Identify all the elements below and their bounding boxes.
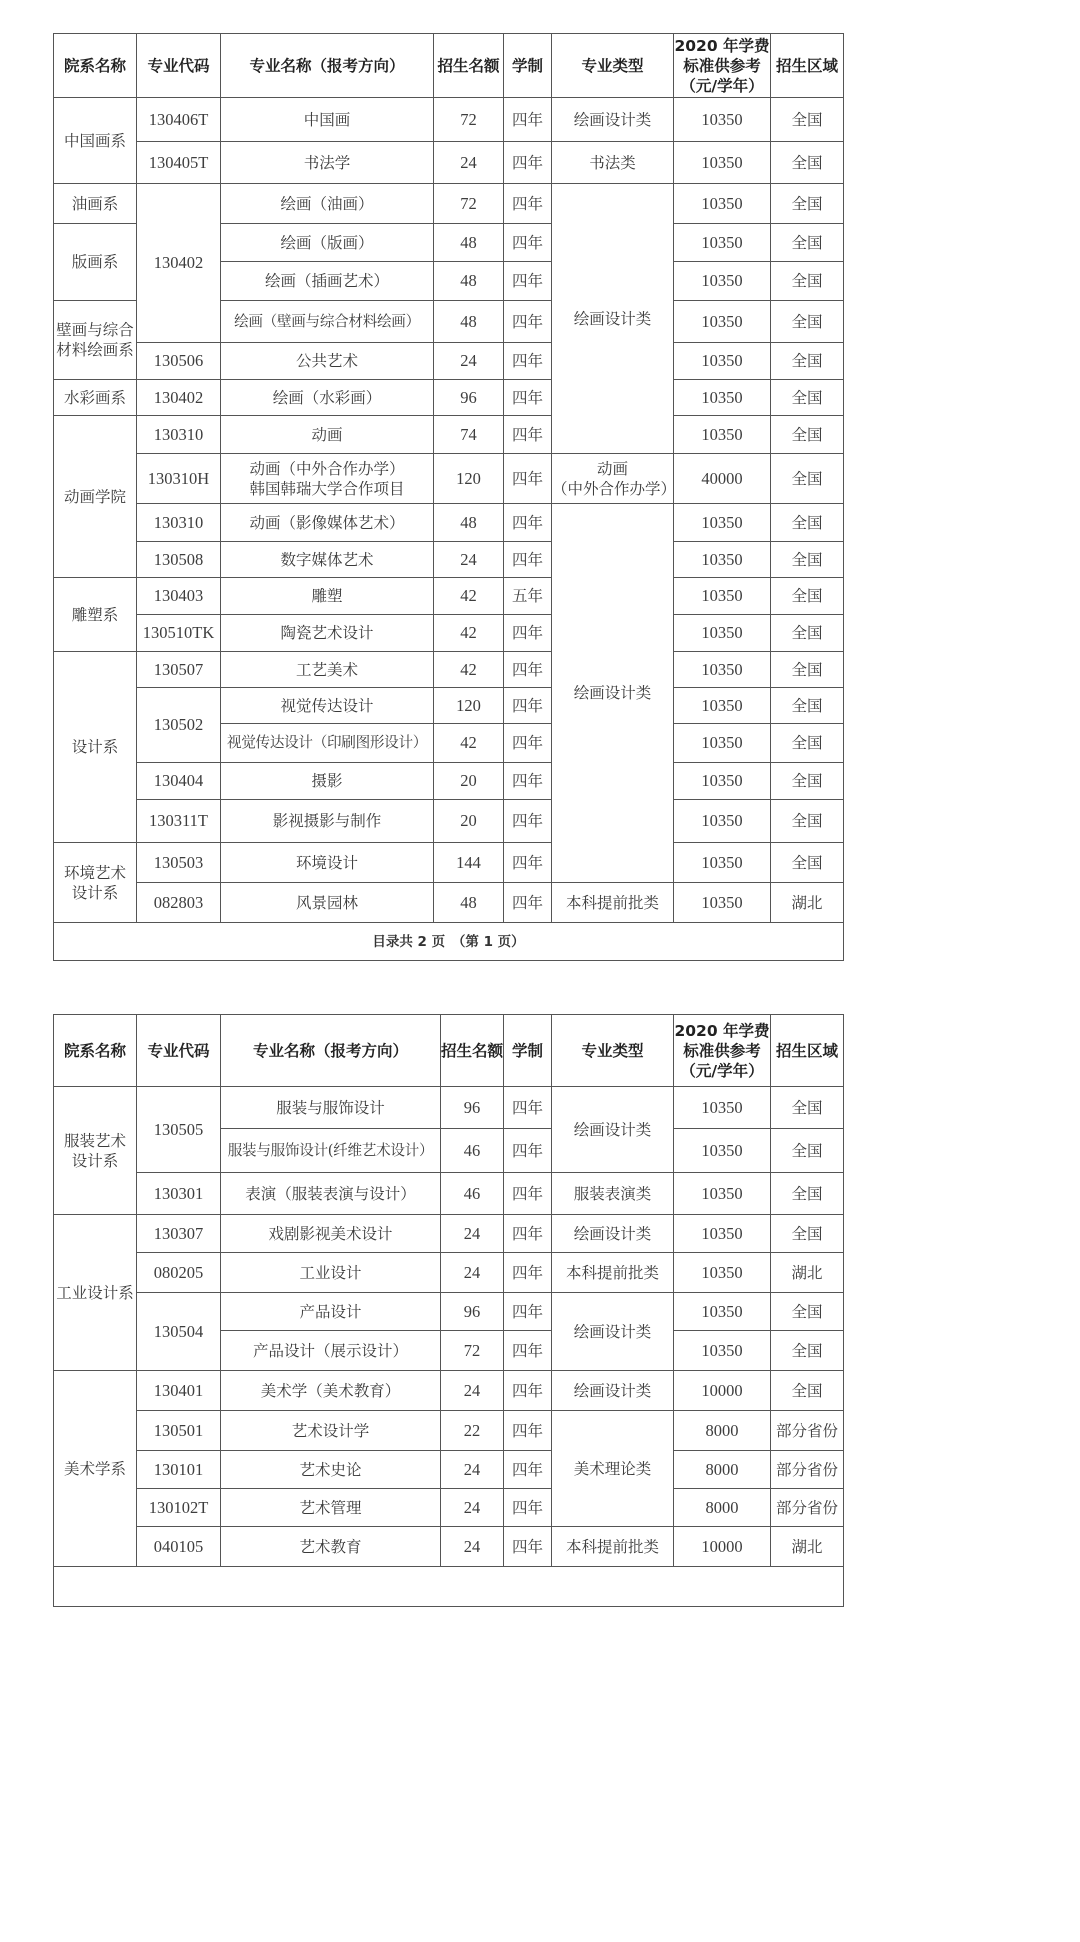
years-cell: 四年 [504,504,552,542]
table-row [54,688,844,724]
years-cell: 四年 [504,98,552,142]
major-cell: 艺术史论 [221,1451,441,1489]
fee-cell: 8000 [674,1451,771,1489]
code-cell: 130508 [137,542,221,578]
years-cell: 四年 [504,800,552,843]
type-line1: 动画 [596,459,628,478]
table-row [54,652,844,688]
dept-line2: 设计系 [71,883,119,902]
major-cell: 戏剧影视美术设计 [221,1215,441,1253]
fee-cell: 10350 [674,1087,771,1129]
major-cell: 艺术设计学 [221,1411,441,1451]
years-cell: 四年 [504,883,552,923]
code-cell: 130406T [137,98,221,142]
quota-cell: 42 [434,615,504,652]
footer-row [54,923,844,961]
fee-cell: 10350 [674,1253,771,1293]
major-cell: 动画 [221,416,434,454]
quota-cell: 24 [441,1371,504,1411]
fee-cell: 10350 [674,262,771,301]
years-cell: 四年 [504,1371,552,1411]
years-cell: 四年 [504,1451,552,1489]
region-cell: 全国 [771,615,844,652]
table-row [54,184,844,224]
fee-cell: 10000 [674,1371,771,1411]
years-cell: 四年 [504,301,552,343]
quota-cell: 48 [434,224,504,262]
quota-cell: 24 [441,1253,504,1293]
page-indicator: 目录共 2 页 （第 1 页） [54,923,844,961]
header-dept: 院系名称 [54,34,137,98]
quota-cell: 120 [434,688,504,724]
fee-cell: 10350 [674,380,771,416]
code-cell: 082803 [137,883,221,923]
table-row [54,1371,844,1411]
quota-cell: 96 [434,380,504,416]
dept-cell: 水彩画系 [54,380,137,416]
quota-cell: 48 [434,262,504,301]
code-cell: 130307 [137,1215,221,1253]
major-cell: 影视摄影与制作 [221,800,434,843]
quota-cell: 24 [441,1527,504,1567]
fee-cell: 10350 [674,578,771,615]
table-row [54,615,844,652]
dept-cell: 动画学院 [54,416,137,578]
quota-cell: 24 [434,142,504,184]
type-cell: 服装表演类 [552,1173,674,1215]
major-cell: 公共艺术 [221,343,434,380]
major-cell [221,454,434,504]
dept-cell: 雕塑系 [54,578,137,652]
code-cell: 130310 [137,504,221,542]
fee-cell: 10350 [674,1293,771,1331]
code-cell: 130402 [137,380,221,416]
region-cell: 全国 [771,1293,844,1331]
header-row [54,34,844,98]
header-fee-line1: 2020 年学费 [674,36,770,55]
region-cell: 湖北 [771,1253,844,1293]
region-cell: 部分省份 [771,1489,844,1527]
type-cell: 绘画设计类 [552,1371,674,1411]
code-cell: 130506 [137,343,221,380]
major-cell: 环境设计 [221,843,434,883]
quota-cell: 46 [441,1173,504,1215]
table-row [54,416,844,454]
major-cell: 产品设计（展示设计） [221,1331,441,1371]
code-cell: 130504 [137,1293,221,1371]
years-cell: 四年 [504,224,552,262]
code-cell: 130311T [137,800,221,843]
years-cell: 四年 [504,1215,552,1253]
quota-cell: 96 [441,1293,504,1331]
region-cell: 全国 [771,1331,844,1371]
years-cell: 四年 [504,343,552,380]
table-row [54,542,844,578]
code-cell: 130503 [137,843,221,883]
code-cell: 130507 [137,652,221,688]
dept-cell [54,301,137,380]
years-cell: 四年 [504,184,552,224]
region-cell: 全国 [771,1371,844,1411]
type-cell: 绘画设计类 [552,1087,674,1173]
major-cell: 服装与服饰设计 [221,1087,441,1129]
code-cell: 130101 [137,1451,221,1489]
years-cell: 四年 [504,380,552,416]
type-cell: 美术理论类 [552,1411,674,1527]
dept-cell: 工业设计系 [54,1215,137,1371]
years-cell: 四年 [504,763,552,800]
years-cell: 五年 [504,578,552,615]
region-cell: 全国 [771,1087,844,1129]
region-cell: 部分省份 [771,1411,844,1451]
major-cell: 服装与服饰设计(纤维艺术设计） [221,1129,441,1173]
dept-line2: 设计系 [71,1151,119,1170]
dept-cell [54,1087,137,1215]
quota-cell: 48 [434,301,504,343]
years-cell: 四年 [504,1489,552,1527]
quota-cell: 46 [441,1129,504,1173]
major-cell: 工艺美术 [221,652,434,688]
dept-cell: 版画系 [54,224,137,301]
fee-cell: 10350 [674,504,771,542]
region-cell: 全国 [771,416,844,454]
region-cell: 全国 [771,843,844,883]
major-cell: 视觉传达设计 [221,688,434,724]
code-cell: 130310H [137,454,221,504]
code-cell: 130404 [137,763,221,800]
quota-cell: 74 [434,416,504,454]
header-fee [674,34,771,98]
quota-cell: 48 [434,504,504,542]
table-row [54,1087,844,1129]
type-cell [552,454,677,504]
header-region: 招生区域 [771,1015,844,1087]
major-cell: 绘画（壁画与综合材料绘画） [221,301,434,343]
major-cell: 产品设计 [221,1293,441,1331]
major-cell: 中国画 [221,98,434,142]
fee-cell: 10350 [674,883,771,923]
quota-cell: 72 [441,1331,504,1371]
fee-cell: 10350 [674,652,771,688]
dept-cell: 中国画系 [54,98,137,184]
years-cell: 四年 [504,1331,552,1371]
header-region: 招生区域 [771,34,844,98]
table-row [54,1173,844,1215]
table-row [54,578,844,615]
fee-cell: 10350 [674,1331,771,1371]
quota-cell: 42 [434,724,504,763]
region-cell: 全国 [771,184,844,224]
table-row [54,343,844,380]
region-cell: 全国 [771,724,844,763]
type-cell: 绘画设计类 [552,98,674,142]
type-cell: 本科提前批类 [552,1527,674,1567]
major-cell: 摄影 [221,763,434,800]
major-cell: 视觉传达设计（印刷图形设计） [221,724,434,763]
region-cell: 湖北 [771,1527,844,1567]
code-cell: 130403 [137,578,221,615]
type-cell: 书法类 [552,142,674,184]
fee-cell: 10350 [674,843,771,883]
major-cell: 陶瓷艺术设计 [221,615,434,652]
fee-cell: 10350 [674,343,771,380]
years-cell: 四年 [504,1173,552,1215]
region-cell: 全国 [771,652,844,688]
header-fee [674,1015,771,1087]
fee-cell: 10000 [674,1527,771,1567]
table-row [54,1253,844,1293]
quota-cell: 24 [441,1451,504,1489]
major-cell: 绘画（版画） [221,224,434,262]
years-cell: 四年 [504,142,552,184]
table-row [54,1411,844,1451]
fee-cell: 10350 [674,1129,771,1173]
fee-cell: 10350 [674,800,771,843]
table-row [54,380,844,416]
years-cell: 四年 [504,1527,552,1567]
years-cell: 四年 [504,1293,552,1331]
quota-cell: 20 [434,800,504,843]
code-cell: 130402 [137,184,221,343]
dept-cell: 美术学系 [54,1371,137,1567]
enrollment-table-page-2 [53,1014,844,1607]
quota-cell: 24 [434,343,504,380]
quota-cell: 42 [434,652,504,688]
quota-cell: 48 [434,883,504,923]
code-cell: 040105 [137,1527,221,1567]
table-row [54,142,844,184]
quota-cell: 24 [441,1215,504,1253]
region-cell: 全国 [771,343,844,380]
years-cell: 四年 [504,652,552,688]
major-line2: 韩国韩瑞大学合作项目 [249,479,405,498]
major-cell: 艺术管理 [221,1489,441,1527]
region-cell: 全国 [771,688,844,724]
major-cell: 美术学（美术教育） [221,1371,441,1411]
region-cell: 全国 [771,542,844,578]
major-cell: 绘画（插画艺术） [221,262,434,301]
fee-cell: 10350 [674,1215,771,1253]
years-cell: 四年 [504,1253,552,1293]
major-line1: 动画（中外合作办学） [249,459,405,478]
major-cell: 动画（影像媒体艺术） [221,504,434,542]
region-cell: 全国 [771,454,844,504]
table-row [54,883,844,923]
fee-cell: 10350 [674,724,771,763]
fee-cell: 10350 [674,142,771,184]
quota-cell: 120 [434,454,504,504]
fee-cell: 10350 [674,184,771,224]
quota-cell: 72 [434,98,504,142]
code-cell: 130502 [137,688,221,763]
header-years: 学制 [504,1015,552,1087]
header-type: 专业类型 [552,1015,674,1087]
region-cell: 全国 [771,380,844,416]
type-cell: 绘画设计类 [552,504,674,883]
header-code: 专业代码 [137,34,221,98]
code-cell: 130405T [137,142,221,184]
code-cell: 130501 [137,1411,221,1451]
fee-cell: 40000 [674,454,771,504]
quota-cell: 72 [434,184,504,224]
table-row [54,1215,844,1253]
code-cell: 130401 [137,1371,221,1411]
header-quota: 招生名额 [434,34,504,98]
table-row-cutoff [54,1567,844,1607]
header-fee-line2: 标准供参考 [683,1041,761,1060]
quota-cell: 96 [441,1087,504,1129]
region-cell: 部分省份 [771,1451,844,1489]
fee-cell: 10350 [674,763,771,800]
table-row [54,843,844,883]
code-cell: 130505 [137,1087,221,1173]
region-cell: 湖北 [771,883,844,923]
header-name: 专业名称（报考方向） [221,1015,441,1087]
years-cell: 四年 [504,724,552,763]
region-cell: 全国 [771,763,844,800]
table-row [54,763,844,800]
years-cell: 四年 [504,1129,552,1173]
region-cell: 全国 [771,800,844,843]
empty-cell [54,1567,844,1607]
major-cell: 表演（服装表演与设计） [221,1173,441,1215]
region-cell: 全国 [771,301,844,343]
fee-cell: 10350 [674,1173,771,1215]
table-row [54,454,844,504]
table-row [54,98,844,142]
years-cell: 四年 [504,416,552,454]
region-cell: 全国 [771,1215,844,1253]
major-cell: 绘画（油画） [221,184,434,224]
fee-cell: 10350 [674,98,771,142]
table-row [54,800,844,843]
header-quota: 招生名额 [441,1015,504,1087]
header-row [54,1015,844,1087]
table-row [54,504,844,542]
major-cell: 数字媒体艺术 [221,542,434,578]
region-cell: 全国 [771,98,844,142]
quota-cell: 144 [434,843,504,883]
table-row [54,1527,844,1567]
region-cell: 全国 [771,262,844,301]
years-cell: 四年 [504,262,552,301]
years-cell: 四年 [504,1411,552,1451]
header-years: 学制 [504,34,552,98]
enrollment-table-page-1 [53,33,844,961]
region-cell: 全国 [771,1173,844,1215]
quota-cell: 20 [434,763,504,800]
years-cell: 四年 [504,688,552,724]
dept-cell: 油画系 [54,184,137,224]
fee-cell: 10350 [674,688,771,724]
dept-line1: 环境艺术 [63,863,126,882]
region-cell: 全国 [771,142,844,184]
fee-cell: 10350 [674,301,771,343]
years-cell: 四年 [504,454,552,504]
table-row [54,1489,844,1527]
fee-cell: 8000 [674,1411,771,1451]
code-cell: 130102T [137,1489,221,1527]
fee-cell: 8000 [674,1489,771,1527]
header-fee-line2: 标准供参考 [683,56,761,75]
major-cell: 雕塑 [221,578,434,615]
header-name: 专业名称（报考方向） [221,34,434,98]
quota-cell: 42 [434,578,504,615]
code-cell: 080205 [137,1253,221,1293]
header-fee-line3: （元/学年） [680,76,764,95]
major-cell: 书法学 [221,142,434,184]
years-cell: 四年 [504,542,552,578]
type-cell: 本科提前批类 [552,1253,674,1293]
type-cell: 本科提前批类 [552,883,674,923]
type-line2: （中外合作办学） [552,479,677,498]
quota-cell: 22 [441,1411,504,1451]
table-row [54,1293,844,1331]
region-cell: 全国 [771,1129,844,1173]
code-cell: 130301 [137,1173,221,1215]
region-cell: 全国 [771,504,844,542]
type-cell: 绘画设计类 [552,1215,674,1253]
region-cell: 全国 [771,224,844,262]
dept-line1: 壁画与综合 [56,321,134,339]
major-cell: 风景园林 [221,883,434,923]
dept-line2: 材料绘画系 [56,341,134,359]
code-cell: 130310 [137,416,221,454]
major-cell: 工业设计 [221,1253,441,1293]
fee-cell: 10350 [674,416,771,454]
major-cell: 艺术教育 [221,1527,441,1567]
header-type: 专业类型 [552,34,674,98]
fee-cell: 10350 [674,542,771,578]
header-fee-line1: 2020 年学费 [674,1021,770,1040]
header-code: 专业代码 [137,1015,221,1087]
dept-line1: 服装艺术 [63,1131,126,1150]
years-cell: 四年 [504,1087,552,1129]
fee-cell: 10350 [674,224,771,262]
region-cell: 全国 [771,578,844,615]
quota-cell: 24 [434,542,504,578]
years-cell: 四年 [504,615,552,652]
years-cell: 四年 [504,843,552,883]
dept-cell [54,843,137,923]
fee-cell: 10350 [674,615,771,652]
table-row [54,1451,844,1489]
dept-cell: 设计系 [54,652,137,843]
type-cell: 绘画设计类 [552,184,674,454]
code-cell: 130510TK [137,615,221,652]
major-cell: 绘画（水彩画） [221,380,434,416]
header-fee-line3: （元/学年） [680,1061,764,1080]
header-dept: 院系名称 [54,1015,137,1087]
quota-cell: 24 [441,1489,504,1527]
type-cell: 绘画设计类 [552,1293,674,1371]
